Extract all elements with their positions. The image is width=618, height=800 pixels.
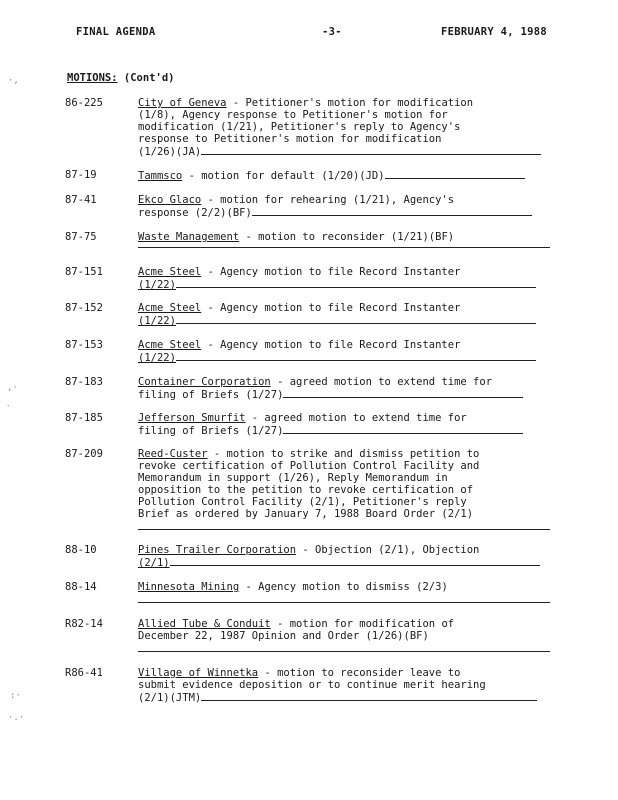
item-description [138,448,554,530]
description-line: - motion to strike and dismiss petition to [207,448,480,460]
docket-number: R82-14 [65,618,103,630]
item-description [138,339,554,364]
item-description [138,97,554,158]
docket-number: 87-19 [65,169,97,181]
header-date: FEBRUARY 4, 1988 [441,26,547,38]
description-line: revoke certification of Pollution Control Facility and [138,460,480,472]
description-line: (1/22) [138,279,176,291]
party-name: Village of Winnetka [138,667,259,679]
description-line: - motion for rehearing (1/21), Agency's [201,194,455,206]
description-line: (2/1) [138,557,170,569]
item-description [138,266,554,291]
signature-line [138,243,550,248]
description-line: opposition to the petition to revoke certification of [138,484,474,496]
item-description [138,667,554,704]
description-line: - Agency motion to file Record Instanter [201,302,461,314]
description-line: - Objection (2/1), Objection [296,544,480,556]
description-line: - motion to reconsider leave to [258,667,461,679]
description-line: (1/8), Agency response to Petitioner's motion for [138,109,448,121]
item-description [138,412,554,437]
signature-line [176,351,536,361]
description-line: response (2/2)(BF) [138,207,252,219]
signature-line [283,424,523,434]
party-name: Jefferson Smurfit [138,412,246,424]
description-line: Pollution Control Facility (2/1), Petitioner's reply [138,496,467,508]
section-title-suffix: (Cont'd) [123,72,175,84]
item-description [138,231,554,248]
signature-line [170,556,540,566]
section-title-label: MOTIONS: [67,72,118,84]
docket-number: 87-75 [65,231,97,243]
item-description [138,194,554,219]
docket-number: 86-225 [65,97,103,109]
docket-number: 87-152 [65,302,103,314]
signature-line [176,314,536,324]
party-name: Acme Steel [138,266,202,278]
description-line: response to Petitioner's motion for modification [138,133,442,145]
item-description [138,169,554,182]
description-line: - agreed motion to extend time for [245,412,467,424]
docket-number: 88-10 [65,544,97,556]
scan-mark: ` [6,405,12,415]
item-description [138,581,554,603]
description-line: - Agency motion to dismiss (2/3) [239,581,448,593]
party-name: Minnesota Mining [138,581,240,593]
description-line: (2/1)(JTM) [138,692,202,704]
scan-mark: ‚· [7,383,18,393]
description-line: filing of Briefs (1/27) [138,389,284,401]
docket-number: 88-14 [65,581,97,593]
docket-number: 87-183 [65,376,103,388]
docket-number: 87-41 [65,194,97,206]
description-line: - agreed motion to extend time for [270,376,493,388]
signature-line [252,206,532,216]
signature-line [176,278,536,288]
docket-number: 87-153 [65,339,103,351]
scan-mark: ·‚ [8,76,19,86]
page-header [0,26,618,40]
description-line: (1/26)(JA) [138,146,202,158]
party-name: Ekco Glaco [138,194,202,206]
page-number: -3- [322,26,342,38]
docket-number: 87-185 [65,412,103,424]
signature-line [138,642,550,652]
party-name: Acme Steel [138,339,202,351]
item-description [138,544,554,569]
party-name: Container Corporation [138,376,271,388]
party-name: Pines Trailer Corporation [138,544,297,556]
description-line: Brief as ordered by January 7, 1988 Board Order (2/1) [138,508,474,520]
signature-line [385,169,525,179]
description-line: - Agency motion to file Record Instanter [201,266,461,278]
docket-number: 87-151 [65,266,103,278]
description-line: filing of Briefs (1/27) [138,425,284,437]
item-description [138,302,554,327]
description-line: submit evidence deposition or to continue merit hearing [138,679,486,691]
header-title: FINAL AGENDA [76,26,156,38]
signature-line [201,691,537,701]
description-line: modification (1/21), Petitioner's reply to Agency's [138,121,461,133]
item-description [138,618,554,652]
item-description [138,376,554,401]
scan-mark: ·.· [8,713,25,723]
description-line: December 22, 1987 Opinion and Order (1/26)(BF) [138,630,429,642]
signature-line [138,593,550,603]
party-name: Acme Steel [138,302,202,314]
description-line: - motion to reconsider (1/21)(BF) [239,231,455,243]
signature-line [138,520,550,530]
description-line: (1/22) [138,352,176,364]
scan-mark: :· [10,691,21,701]
party-name: Waste Management [138,231,240,243]
description-line: - motion for default (1/20)(JD) [182,170,385,182]
signature-line [283,388,523,398]
signature-line [201,145,541,155]
party-name: City of Geneva [138,97,227,109]
docket-number: R86-41 [65,667,103,679]
description-line: - motion for modification of [270,618,455,630]
description-line: Memorandum in support (1/26), Reply Memorandum in [138,472,448,484]
section-title [67,72,174,84]
description-line: (1/22) [138,315,176,327]
party-name: Reed-Custer [138,448,208,460]
party-name: Allied Tube & Conduit [138,618,271,630]
description-line: - Agency motion to file Record Instanter [201,339,461,351]
description-line: - Petitioner's motion for modification [226,97,474,109]
party-name: Tammsco [138,170,183,182]
docket-number: 87-209 [65,448,103,460]
